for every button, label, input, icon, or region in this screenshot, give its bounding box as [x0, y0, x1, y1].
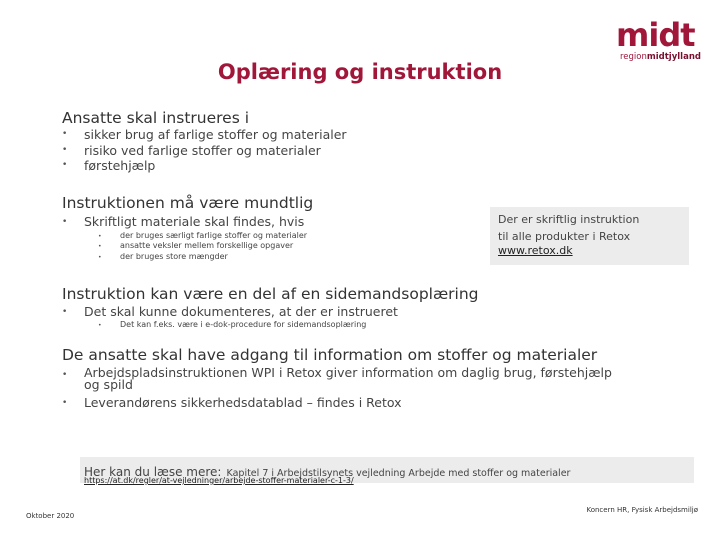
read-more-text: Kapitel 7 i Arbejdstilsynets vejledning Arbejde med stoffer og materialer [226, 468, 571, 479]
bullet-item: Leverandørens sikkerhedsdatablad – findes i Retox [84, 395, 402, 410]
subbullet-marker: • [98, 322, 102, 329]
bullet-item: førstehjælp [84, 158, 156, 173]
section-heading-instrueres: Ansatte skal instrueres i [62, 109, 250, 127]
info-line-1: Der er skriftlig instruktion [498, 213, 640, 226]
subbullet-item: ansatte veksler mellem forskellige opgaver [120, 241, 294, 250]
info-line-2: til alle produkter i Retox [498, 230, 631, 243]
footer-department: Koncern HR, Fysisk Arbejdsmiljø [586, 506, 698, 514]
bullet-item: Det skal kunne dokumenteres, at der er instrueret [84, 304, 398, 319]
retox-info-box [490, 207, 689, 265]
section-heading-mundtlig: Instruktionen må være mundtlig [62, 194, 314, 212]
bullet-marker: • [62, 398, 68, 408]
bullet-marker: • [62, 160, 68, 170]
bullet-item: risiko ved farlige stoffer og materialer [84, 143, 321, 158]
bullet-item: Skriftligt materiale skal findes, hvis [84, 214, 305, 229]
read-more-label: Her kan du læse mere: [84, 465, 222, 479]
bullet-item: sikker brug af farlige stoffer og materialer [84, 127, 347, 142]
subbullet-marker: • [98, 233, 102, 240]
logo-region-midtjylland: regionmidtjylland [620, 52, 701, 62]
retox-link[interactable]: www.retox.dk [498, 244, 573, 257]
subbullet-item: der bruges store mængder [120, 252, 228, 261]
subbullet-item: Det kan f.eks. være i e-dok-procedure for sidemandsoplæring [120, 320, 367, 329]
at-vejledning-link[interactable]: https://at.dk/regler/at-vejledninger/arbejde-stoffer-materialer-c-1-3/ [84, 476, 354, 485]
bullet-item: Arbejdspladsinstruktionen WPI i Retox giver information om daglig brug, førstehjælp og spild [84, 365, 612, 392]
subbullet-marker: • [98, 243, 102, 250]
bullet-marker: • [62, 145, 68, 155]
footer-date: Oktober 2020 [26, 512, 75, 520]
section-heading-adgang-information: De ansatte skal have adgang til information om stoffer og materialer [62, 346, 598, 364]
page-title: Oplæring og instruktion [217, 60, 503, 84]
bullet-marker: • [62, 129, 68, 139]
subbullet-item: der bruges særligt farlige stoffer og materialer [120, 231, 308, 240]
bullet-marker: • [62, 217, 68, 227]
subbullet-marker: • [98, 254, 102, 261]
section-heading-sidemandsoplaering: Instruktion kan være en del af en sidemandsoplæring [62, 285, 479, 303]
bullet-marker: • [62, 370, 68, 380]
logo-midt: midt [616, 16, 695, 54]
bullet-marker: • [62, 307, 68, 317]
